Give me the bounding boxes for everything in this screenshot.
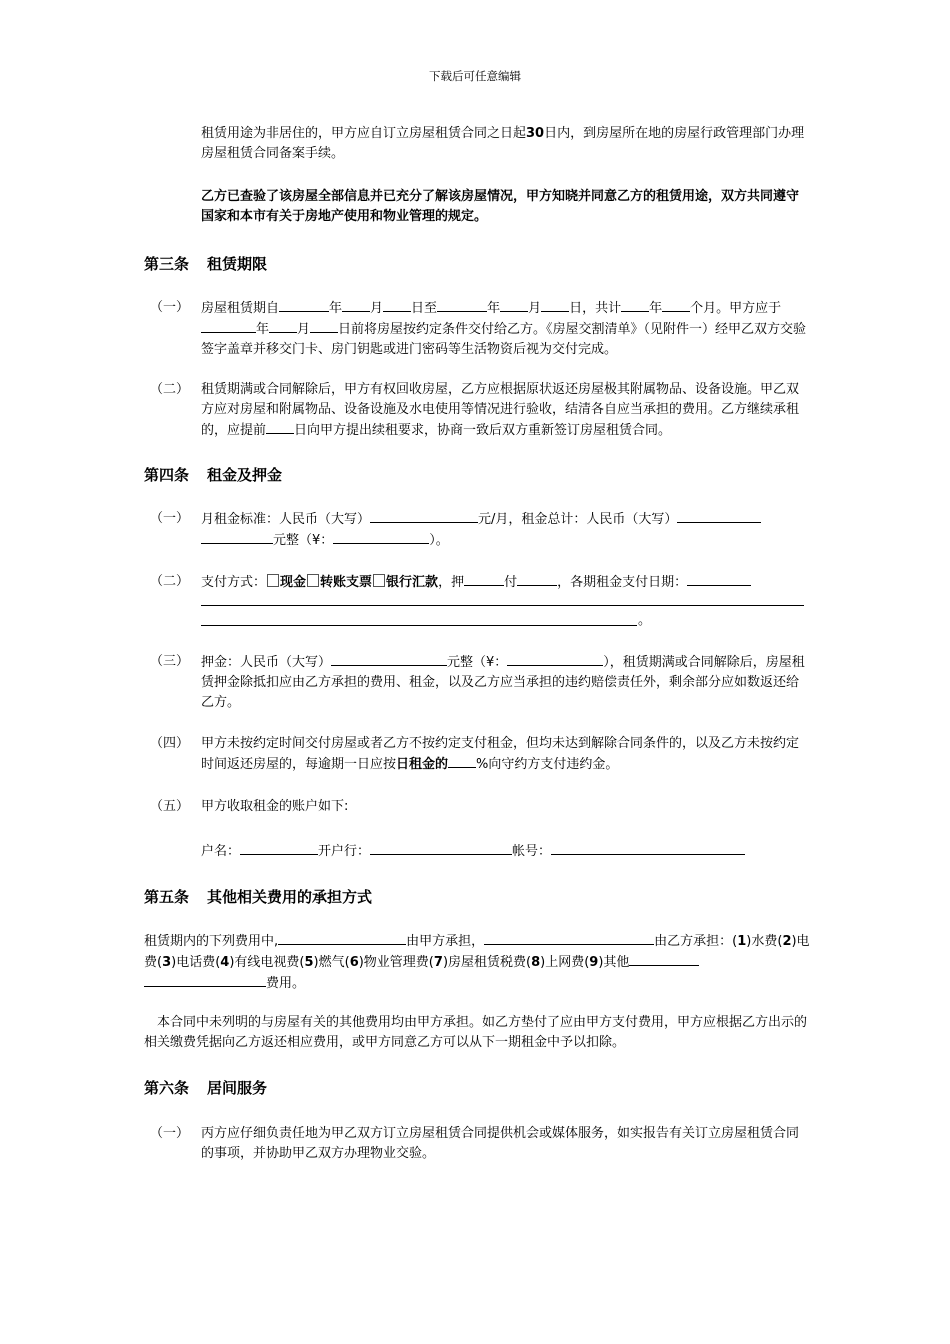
checkbox-bank-transfer[interactable]	[373, 574, 385, 587]
section-3-heading: 第三条 租赁期限	[144, 255, 268, 273]
clause-4-1-number: （一）	[150, 511, 190, 526]
clause-4-3-text: 押金：人民币（大写） 元整（¥： ），租赁期满或合同解除后，房屋租赁押金除抵扣应由乙方承担的费用、租金，以及乙方应当承担的违约赔偿责任外，剩余部分应如数返还给乙方。	[201, 652, 811, 713]
clause-4-4-number: （四）	[150, 736, 190, 751]
clause-6-1-number: （一）	[150, 1126, 190, 1141]
clause-4-4-text: 甲方未按约定时间交付房屋或者乙方不按约定支付租金，但均未达到解除合同条件的，以及乙方未按约定时间返还房屋的，每逾期一日应按日租金的 %向守约方支付违约金。	[201, 736, 800, 772]
blank-line	[201, 625, 637, 626]
page-header: 下载后可任意编辑	[429, 69, 521, 83]
paragraph-fees: 租赁期内的下列费用中, 由甲方承担， 由乙方承担：(1)水费(2)电费(3)电话费(4)有线电视费(5)燃气(6)物业管理费(7)房屋租赁税费(8)上网费(9)其他 费用。	[144, 931, 811, 994]
clause-3-2-number: （二）	[150, 382, 190, 397]
clause-4-5-text: 甲方收取租金的账户如下:	[201, 799, 349, 814]
clause-4-1-text: 月租金标准：人民币（大写） 元/月，租金总计：人民币（大写） 元整（¥： ）。	[201, 509, 811, 551]
section-4-heading: 第四条 租金及押金	[144, 466, 283, 484]
checkbox-check[interactable]	[307, 574, 319, 587]
clause-6-1-text: 丙方应仔细负责任地为甲乙双方订立房屋租赁合同提供机会或媒体服务，如实报告有关订立房屋租赁合同的事项，并协助甲乙双方办理物业交验。	[201, 1126, 800, 1161]
account-name-field[interactable]	[240, 841, 318, 855]
clause-3-1-text: 房屋租赁期自 年 月 日至 年 月 日，共计 年 个月。甲方应于年 月 日前将房屋按约定条件交付给乙方。《房屋交割清单》（见附件一）经甲乙双方交验签字盖章并移交门卡、房门钥匙或进门密码等生活物资后视为交付完成。	[201, 298, 811, 360]
section-5-heading: 第五条 其他相关费用的承担方式	[144, 888, 373, 906]
blank-line	[201, 605, 804, 606]
clause-4-2-text: 支付方式： 现金 转账支票 银行汇款，押 付 ，各期租金支付日期：	[201, 572, 811, 593]
paragraph-filing: 租赁用途为非居住的，甲方应自订立房屋租赁合同之日起30日内，到房屋所在地的房屋行政管理部门办理房屋租赁合同备案手续。	[201, 126, 805, 161]
bank-field[interactable]	[370, 841, 512, 855]
checkbox-cash[interactable]	[267, 574, 279, 587]
clause-3-2-text: 租赁期满或合同解除后，甲方有权回收房屋，乙方应根据原状返还房屋极其附属物品、设备设施。甲乙双方应对房屋和附属物品、设备设施及水电使用等情况进行验收，结清各自应当承担的费用。乙方继续承租的，应提前 日向甲方提出续租要求，协商一致后双方重新签订房屋租赁合同。	[201, 382, 800, 438]
paragraph-other-fees: 本合同中未列明的与房屋有关的其他费用均由甲方承担。如乙方垫付了应由甲方支付费用，甲方应根据乙方出示的相关缴费凭据向乙方返还相应费用，或甲方同意乙方可以从下一期租金中予以扣除。	[144, 1015, 808, 1050]
clause-4-2-end: 。	[638, 613, 652, 628]
clause-4-5-number: （五）	[150, 799, 190, 814]
clause-4-3-number: （三）	[150, 654, 190, 669]
account-number-field[interactable]	[551, 841, 745, 855]
paragraph-confirmation: 乙方已查验了该房屋全部信息并已充分了解该房屋情况，甲方知晓并同意乙方的租赁用途，双方共同遵守国家和本市有关于房地产使用和物业管理的规定。	[201, 189, 800, 224]
section-6-heading: 第六条 居间服务	[144, 1079, 268, 1097]
clause-3-1-number: （一）	[150, 300, 190, 315]
account-fields: 户名： 开户行： 帐号：	[201, 841, 811, 862]
clause-4-2-number: （二）	[150, 574, 190, 589]
